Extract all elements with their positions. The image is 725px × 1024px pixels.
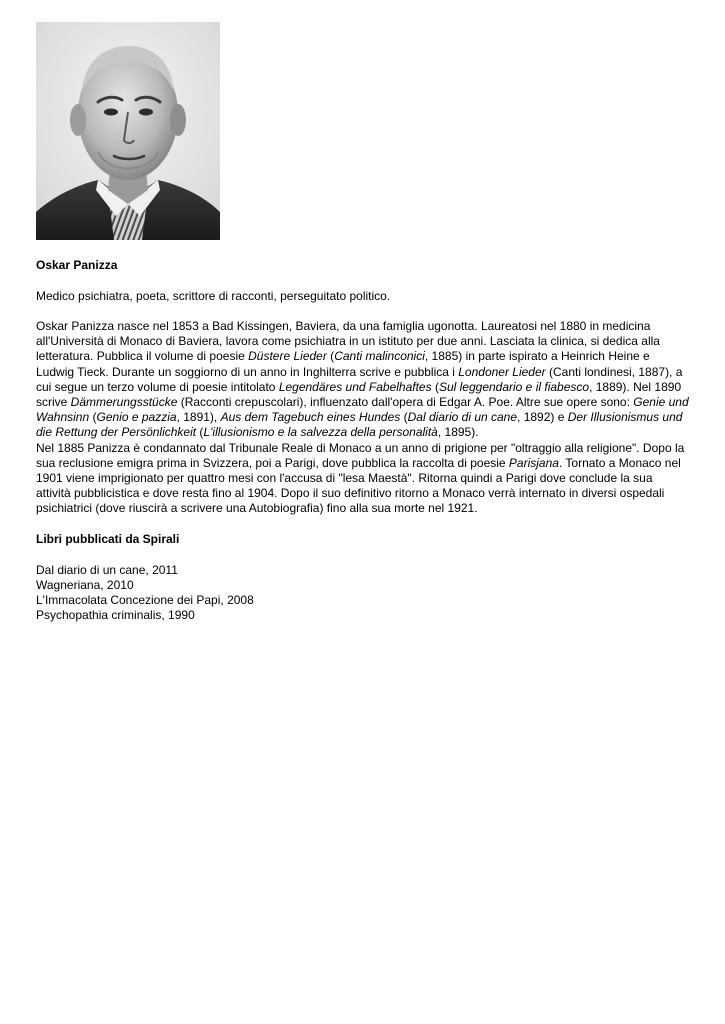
author-portrait bbox=[36, 22, 220, 240]
bio-text: (Racconti crepuscolari), influenzato dall'opera di Edgar A. Poe. Altre sue opere sono: bbox=[177, 395, 634, 410]
author-biography bbox=[36, 319, 690, 517]
bio-text: (Canti londinesi, 1887), a cui segue un terzo volume di poesie intitolato bbox=[36, 364, 683, 394]
bio-title: Aus dem Tagebuch eines Hundes bbox=[220, 410, 401, 425]
bio-text: , 1885) in parte ispirato a Heinrich Heine e Ludwig Tieck. Durante un soggiorno di un anno in Inghilterra scrive e pubblica i bbox=[36, 349, 650, 379]
bio-text: Nel 1885 Panizza è condannato dal Tribunale Reale di Monaco a un anno di prigione per "oltraggio alla religione". Dopo la sua reclusione emigra prima in Svizzera, poi a Parigi, dove pubblica la raccolta di poesie bbox=[36, 440, 685, 470]
bio-title: Düstere Lieder bbox=[248, 349, 327, 364]
bio-text: . Tornato a Monaco nel 1901 viene imprigionato per quattro mesi con l'accusa di "lesa Maestà". Ritorna quindi a Parigi dove conclude la sua attività pubblicistica e dove resta fino al 1904. Dopo il suo definitivo ritorno a Monaco verrà internato in diversi ospedali psichiatrici (dove riuscirà a scrivere una Autobiografia) fino alla sua morte nel 1921. bbox=[36, 455, 681, 516]
books-list bbox=[36, 563, 690, 623]
bio-title: Genio e pazzia bbox=[96, 410, 177, 425]
bio-title: Londoner Lieder bbox=[458, 364, 546, 379]
bio-text: , 1895). bbox=[437, 425, 479, 440]
bio-text: , 1892) e bbox=[517, 410, 568, 425]
bio-text: Oskar Panizza nasce nel 1853 a Bad Kissingen, Baviera, da una famiglia ugonotta. Laureatosi nel 1880 in medicina all'Università di Monaco di Baviera, lavora come psichiatra in un istituto per due anni. Lasciata la clinica, si dedica alla letteratura. Pubblica il volume di poesie bbox=[36, 319, 660, 364]
bio-text: , 1889). Nel 1890 scrive bbox=[36, 379, 682, 410]
bio-title: Parisjana bbox=[508, 455, 559, 470]
books-section-title: Libri pubblicati da Spirali bbox=[36, 531, 180, 546]
bio-title: Dämmerungsstücke bbox=[70, 395, 178, 410]
bio-title: L'illusionismo e la salvezza della personalità bbox=[203, 425, 438, 440]
bio-title: Der Illusionismus und die Rettung der Persönlichkeit bbox=[36, 410, 683, 440]
list-item: Psychopathia criminalis, 1990 bbox=[36, 607, 195, 622]
bio-title: Legendäres und Fabelhaftes bbox=[278, 379, 432, 394]
bio-title: Genie und Wahnsinn bbox=[36, 395, 689, 425]
list-item: L'Immacolata Concezione dei Papi, 2008 bbox=[36, 592, 254, 607]
bio-text: ( bbox=[400, 410, 408, 425]
bio-text: ( bbox=[326, 349, 335, 364]
bio-title: Canti malinconici bbox=[334, 349, 425, 364]
list-item: Dal diario di un cane, 2011 bbox=[36, 562, 178, 577]
bio-text: , 1891), bbox=[176, 410, 221, 425]
author-page bbox=[36, 22, 690, 623]
bio-text: ( bbox=[196, 425, 204, 440]
bio-text: ( bbox=[89, 410, 97, 425]
bio-text: ( bbox=[431, 379, 439, 394]
bio-title: Sul leggendario e il fiabesco bbox=[438, 379, 590, 394]
list-item: Wagneriana, 2010 bbox=[36, 577, 134, 592]
author-name: Oskar Panizza bbox=[36, 258, 118, 272]
author-subtitle: Medico psichiatra, poeta, scrittore di racconti, perseguitato politico. bbox=[36, 289, 391, 303]
bio-title: Dal diario di un cane bbox=[407, 410, 518, 425]
